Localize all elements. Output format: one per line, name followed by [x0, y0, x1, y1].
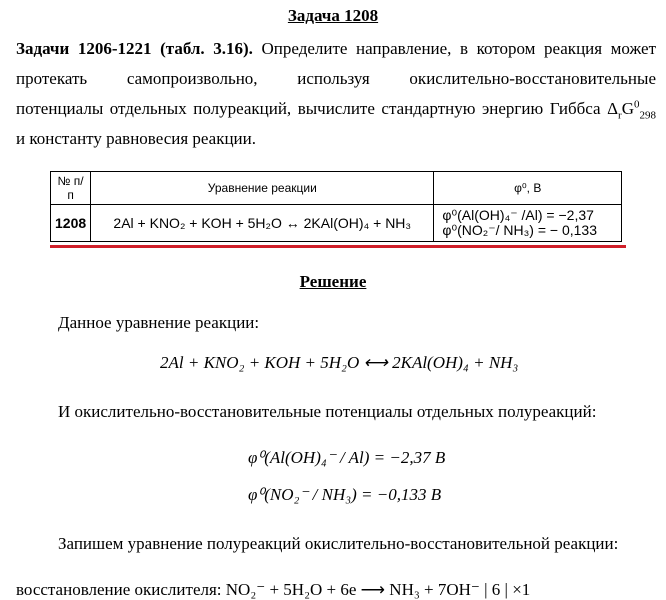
task-line-3: потенциалы отдельных полуреакций, вычислите стандартную энергию Гиббса Δ [16, 99, 619, 118]
header-number: № п/п [51, 172, 91, 205]
task-line-2: протекать самопроизвольно, используя окислительно-восстановительные [16, 69, 656, 88]
reaction-equation: 2Al + KNO₂ + KOH + 5H₂O ⟷ 2KAl(OH)₄ + NH₃ [160, 353, 519, 372]
task-line-4: и константу равновесия реакции. [16, 129, 257, 148]
row-equation: 2Al + KNO₂ + KOH + 5H₂O ↔ 2KAl(OH)₄ + NH₃ [91, 205, 434, 242]
reaction-table [50, 171, 622, 242]
row-potential-2: φ⁰(NO₂⁻/ NH₃) = − 0,133 [442, 222, 598, 238]
solution-title: Решение [299, 272, 367, 291]
potential-formula-2: φ⁰(NO₂⁻ / NH₃) = −0,133 В [248, 485, 442, 504]
solution-para-2: И окислительно-восстановительные потенциалы отдельных полуреакций: [58, 402, 597, 421]
red-divider [50, 245, 626, 248]
gibbs-t-sub: 298 [639, 109, 656, 122]
gibbs-zero-sup: 0 [634, 98, 640, 111]
row-potential-1: φ⁰(Al(OH)₄⁻ /Al) = −2,37 [442, 207, 594, 223]
gibbs-r-sub: r [618, 109, 622, 122]
solution-para-4: восстановление окислителя: NO₂⁻ + 5H₂O + 6e ⟶ NH₃ + 7OH⁻ | 6 | ×1 [16, 580, 531, 599]
row-potentials [434, 205, 622, 242]
gibbs-g: G [621, 99, 634, 118]
header-equation: Уравнение реакции [91, 172, 434, 205]
row-number: 1208 [51, 205, 91, 242]
task-line-1: Определите направление, в котором реакция может [252, 39, 656, 58]
table-header-row [51, 172, 622, 205]
table-row [51, 205, 622, 242]
solution-para-1: Данное уравнение реакции: [58, 313, 260, 332]
page-title: Задача 1208 [287, 6, 379, 25]
solution-para-3: Запишем уравнение полуреакций окислительно-восстановительной реакции: [58, 534, 619, 553]
task-text [16, 34, 656, 154]
potential-formula-1: φ⁰(Al(OH)₄⁻ / Al) = −2,37 В [248, 448, 446, 467]
header-potential: φ⁰, В [434, 172, 622, 205]
task-ref: Задачи 1206-1221 (табл. 3.16). [16, 39, 253, 58]
